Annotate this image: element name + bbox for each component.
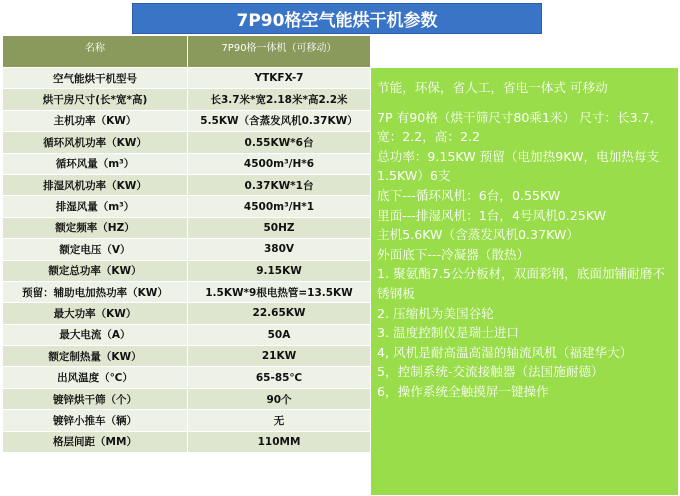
param-name-cell: 额定电压（V） bbox=[3, 239, 188, 260]
header-cell-name: 名称 bbox=[3, 36, 188, 68]
param-value-cell: 21KW bbox=[188, 346, 371, 367]
panel-line: 里面---排湿风机：1台，4号风机0.25KW bbox=[377, 207, 607, 223]
table-row bbox=[3, 260, 371, 281]
table-row bbox=[3, 346, 371, 367]
param-name-cell: 额定总功率（KW） bbox=[3, 260, 188, 281]
param-name-cell: 镀锌烘干筛（个） bbox=[3, 388, 188, 409]
param-name-cell: 额定频率（HZ） bbox=[3, 217, 188, 238]
table-row bbox=[3, 217, 371, 238]
table-row bbox=[3, 132, 371, 153]
param-name-cell: 最大电流（A） bbox=[3, 324, 188, 345]
table-row bbox=[3, 303, 371, 324]
param-name-cell: 循环风量（m³） bbox=[3, 153, 188, 174]
table-row bbox=[3, 388, 371, 409]
param-value-cell: 110MM bbox=[188, 431, 371, 452]
param-value-cell: 0.55KW*6台 bbox=[188, 132, 371, 153]
panel-line: 5，控制系统-交流接触器（法国施耐德） bbox=[377, 364, 604, 380]
panel-line: 底下---循环风机：6台，0.55KW bbox=[377, 187, 561, 203]
param-name-cell: 出风温度（℃） bbox=[3, 367, 188, 388]
param-value-cell: 4500m³/H*6 bbox=[188, 153, 371, 174]
panel-line: 2. 压缩机为美国谷轮 bbox=[377, 305, 494, 321]
panel-line: 3. 温度控制仪是瑞士进口 bbox=[377, 325, 519, 341]
table-header-row bbox=[3, 36, 371, 68]
param-value-cell: 380V bbox=[188, 239, 371, 260]
description-panel bbox=[371, 68, 678, 495]
param-name-cell: 排湿风机功率（KW） bbox=[3, 174, 188, 195]
param-name-cell: 镀锌小推车（辆） bbox=[3, 410, 188, 431]
param-value-cell: 65-85℃ bbox=[188, 367, 371, 388]
param-name-cell: 格层间距（MM） bbox=[3, 431, 188, 452]
param-value-cell: 无 bbox=[188, 410, 371, 431]
param-value-cell: 0.37KW*1台 bbox=[188, 174, 371, 195]
param-value-cell: 长3.7米*宽2.18米*高2.2米 bbox=[188, 89, 371, 110]
param-value-cell: 4500m³/H*1 bbox=[188, 196, 371, 217]
panel-line: 4, 风机是耐高温高湿的轴流风机（福建华大） bbox=[377, 344, 633, 360]
param-value-cell: 22.65KW bbox=[188, 303, 371, 324]
table-row bbox=[3, 281, 371, 302]
param-value-cell: 5.5KW（含蒸发风机0.37KW） bbox=[188, 110, 371, 131]
table-row bbox=[3, 68, 371, 89]
panel-line: 1. 聚氨酯7.5公分板材，双面彩钢，底面加铺耐磨不锈钢板 bbox=[377, 266, 665, 301]
param-value-cell: 50A bbox=[188, 324, 371, 345]
param-name-cell: 空气能烘干机型号 bbox=[3, 68, 188, 89]
panel-line: 7P 有90格（烘干筛尺寸80乘1米） 尺寸：长3.7，宽：2.2，高：2.2 bbox=[377, 109, 663, 145]
header-cell-model: 7P90格一体机（可移动） bbox=[188, 36, 371, 68]
page-title: 7P90格空气能烘干机参数 bbox=[132, 3, 542, 34]
param-name-cell: 预留：辅助电加热功率（KW） bbox=[3, 281, 188, 302]
table-row bbox=[3, 367, 371, 388]
spec-table bbox=[2, 35, 371, 453]
table-row bbox=[3, 174, 371, 195]
param-value-cell: 50HZ bbox=[188, 217, 371, 238]
table-row bbox=[3, 196, 371, 217]
panel-line: 总功率：9.15KW 预留（电加热9KW，电加热每支1.5KW）6支 bbox=[377, 148, 660, 184]
table-row bbox=[3, 239, 371, 260]
param-name-cell: 烘干房尺寸(长*宽*高) bbox=[3, 89, 188, 110]
param-name-cell: 排湿风量（m³） bbox=[3, 196, 188, 217]
param-name-cell: 主机功率（KW） bbox=[3, 110, 188, 131]
table-row bbox=[3, 110, 371, 131]
panel-line: 主机5.6KW（含蒸发风机0.37KW） bbox=[377, 227, 579, 243]
table-row bbox=[3, 431, 371, 452]
panel-intro: 节能，环保，省人工，省电一体式 可移动 bbox=[377, 80, 608, 95]
param-name-cell: 循环风机功率（KW） bbox=[3, 132, 188, 153]
panel-line: 6，操作系统全触摸屏一键操作 bbox=[377, 383, 549, 399]
param-value-cell: 90个 bbox=[188, 388, 371, 409]
param-name-cell: 最大功率（KW） bbox=[3, 303, 188, 324]
table-row bbox=[3, 324, 371, 345]
param-value-cell: 1.5KW*9根电热管=13.5KW bbox=[188, 281, 371, 302]
table-row bbox=[3, 153, 371, 174]
table-row bbox=[3, 410, 371, 431]
param-value-cell: 9.15KW bbox=[188, 260, 371, 281]
panel-line: 外面底下---冷凝器（散热） bbox=[377, 246, 530, 262]
param-value-cell: YTKFX-7 bbox=[188, 68, 371, 89]
table-row bbox=[3, 89, 371, 110]
param-name-cell: 额定制热量（KW） bbox=[3, 346, 188, 367]
